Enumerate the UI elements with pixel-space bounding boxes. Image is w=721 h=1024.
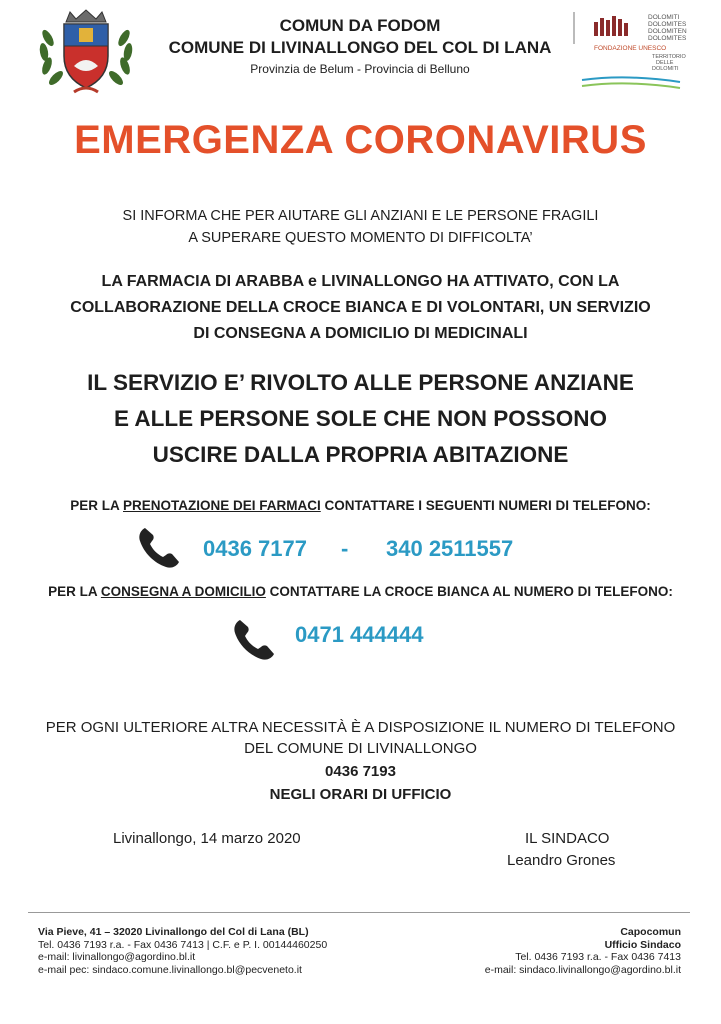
unesco-line-4: DOLOMITES xyxy=(648,35,687,42)
unesco-line-2: DOLOMITES xyxy=(648,21,687,28)
unesco-line-1: DOLOMITI xyxy=(648,14,680,21)
footer-pec[interactable]: e-mail pec: sindaco.comune.livinallongo.bl@pecveneto.it xyxy=(38,963,302,976)
booking-prefix: PER LA xyxy=(70,498,123,513)
unesco-territory-2: DELLE xyxy=(656,60,674,66)
signatory-name: Leandro Grones xyxy=(507,852,616,869)
booking-phone-number-2[interactable]: 340 2511557 xyxy=(386,536,514,561)
delivery-underlined: CONSEGNA A DOMICILIO xyxy=(100,584,266,599)
municipal-crest-logo xyxy=(34,8,138,94)
intro-line-1: SI INFORMA CHE PER AIUTARE GLI ANZIANI E LE PERSONE FRAGILI xyxy=(122,208,599,224)
unesco-territory-3: DOLOMITI xyxy=(652,66,679,72)
service-line-1: LA FARMACIA DI ARABBA e LIVINALLONGO HA ATTIVATO, CON LA xyxy=(101,273,620,290)
phone-icon xyxy=(135,522,185,572)
footer-mayor-tel: Tel. 0436 7193 r.a. - Fax 0436 7413 xyxy=(515,951,681,963)
dolomiti-unesco-logo xyxy=(572,10,687,92)
municipality-name-ladin: COMUN DA FODOM xyxy=(279,16,441,35)
service-line-2: COLLABORAZIONE DELLA CROCE BIANCA E DI VOLONTARI, UN SERVIZIO xyxy=(70,299,651,316)
booking-phone-number-1[interactable]: 0436 7177 xyxy=(203,536,307,561)
footer-office: Ufficio Sindaco xyxy=(604,938,681,951)
footer-address: Via Pieve, 41 – 32020 Livinallongo del Col di Lana (BL) xyxy=(38,926,309,938)
intro-line-2: A SUPERARE QUESTO MOMENTO DI DIFFICOLTA’ xyxy=(188,230,533,246)
phone-separator: - xyxy=(341,536,349,561)
unesco-territory-1: TERRITORIO xyxy=(652,54,686,60)
delivery-phone-number[interactable]: 0471 444444 xyxy=(295,622,424,647)
footer-capocomun: Capocomun xyxy=(620,926,681,938)
footer-left xyxy=(38,926,327,976)
footer-email[interactable]: e-mail: livinallongo@agordino.bl.it xyxy=(38,951,196,963)
unesco-line-3: DOLOMITEN xyxy=(648,28,687,35)
info-office-hours: NEGLI ORARI DI UFFICIO xyxy=(269,786,452,803)
municipality-name-italian: COMUNE DI LIVINALLONGO DEL COL DI LANA xyxy=(168,38,552,57)
target-line-1: IL SERVIZIO E’ RIVOLTO ALLE PERSONE ANZIANE xyxy=(87,370,634,395)
info-line-1: PER OGNI ULTERIORE ALTRA NECESSITÀ È A DISPOSIZIONE IL NUMERO DI TELEFONO xyxy=(45,719,676,736)
service-line-3: DI CONSEGNA A DOMICILIO DI MEDICINALI xyxy=(193,325,528,342)
booking-suffix: CONTATTARE I SEGUENTI NUMERI DI TELEFONO: xyxy=(320,498,651,513)
signatory-role: IL SINDACO xyxy=(525,830,610,847)
footer-tel-fax: Tel. 0436 7193 r.a. - Fax 0436 7413 | C.F. e P. I. 00144460250 xyxy=(38,938,328,951)
booking-instructions xyxy=(0,498,721,513)
info-line-2: DEL COMUNE DI LIVINALLONGO xyxy=(244,740,477,757)
delivery-suffix: CONTATTARE LA CROCE BIANCA AL NUMERO DI TELEFONO: xyxy=(265,584,673,599)
target-line-2: E ALLE PERSONE SOLE CHE NON POSSONO xyxy=(114,406,607,431)
booking-underlined: PRENOTAZIONE DEI FARMACI xyxy=(123,498,321,513)
footer-right xyxy=(485,926,681,976)
target-line-3: USCIRE DALLA PROPRIA ABITAZIONE xyxy=(152,442,569,467)
delivery-instructions xyxy=(0,584,721,599)
phone-icon xyxy=(230,614,280,664)
headline: EMERGENZA CORONAVIRUS xyxy=(74,118,647,162)
footer-mayor-email[interactable]: e-mail: sindaco.livinallongo@agordino.bl.it xyxy=(484,963,681,976)
footer-divider xyxy=(28,912,690,913)
unesco-foundation-label: FONDAZIONE UNESCO xyxy=(594,45,667,52)
place-date: Livinallongo, 14 marzo 2020 xyxy=(113,830,301,847)
province-name: Provinzia de Belum - Provincia di Belluno xyxy=(250,62,470,76)
info-phone-number[interactable]: 0436 7193 xyxy=(325,763,396,780)
delivery-prefix: PER LA xyxy=(48,584,101,599)
